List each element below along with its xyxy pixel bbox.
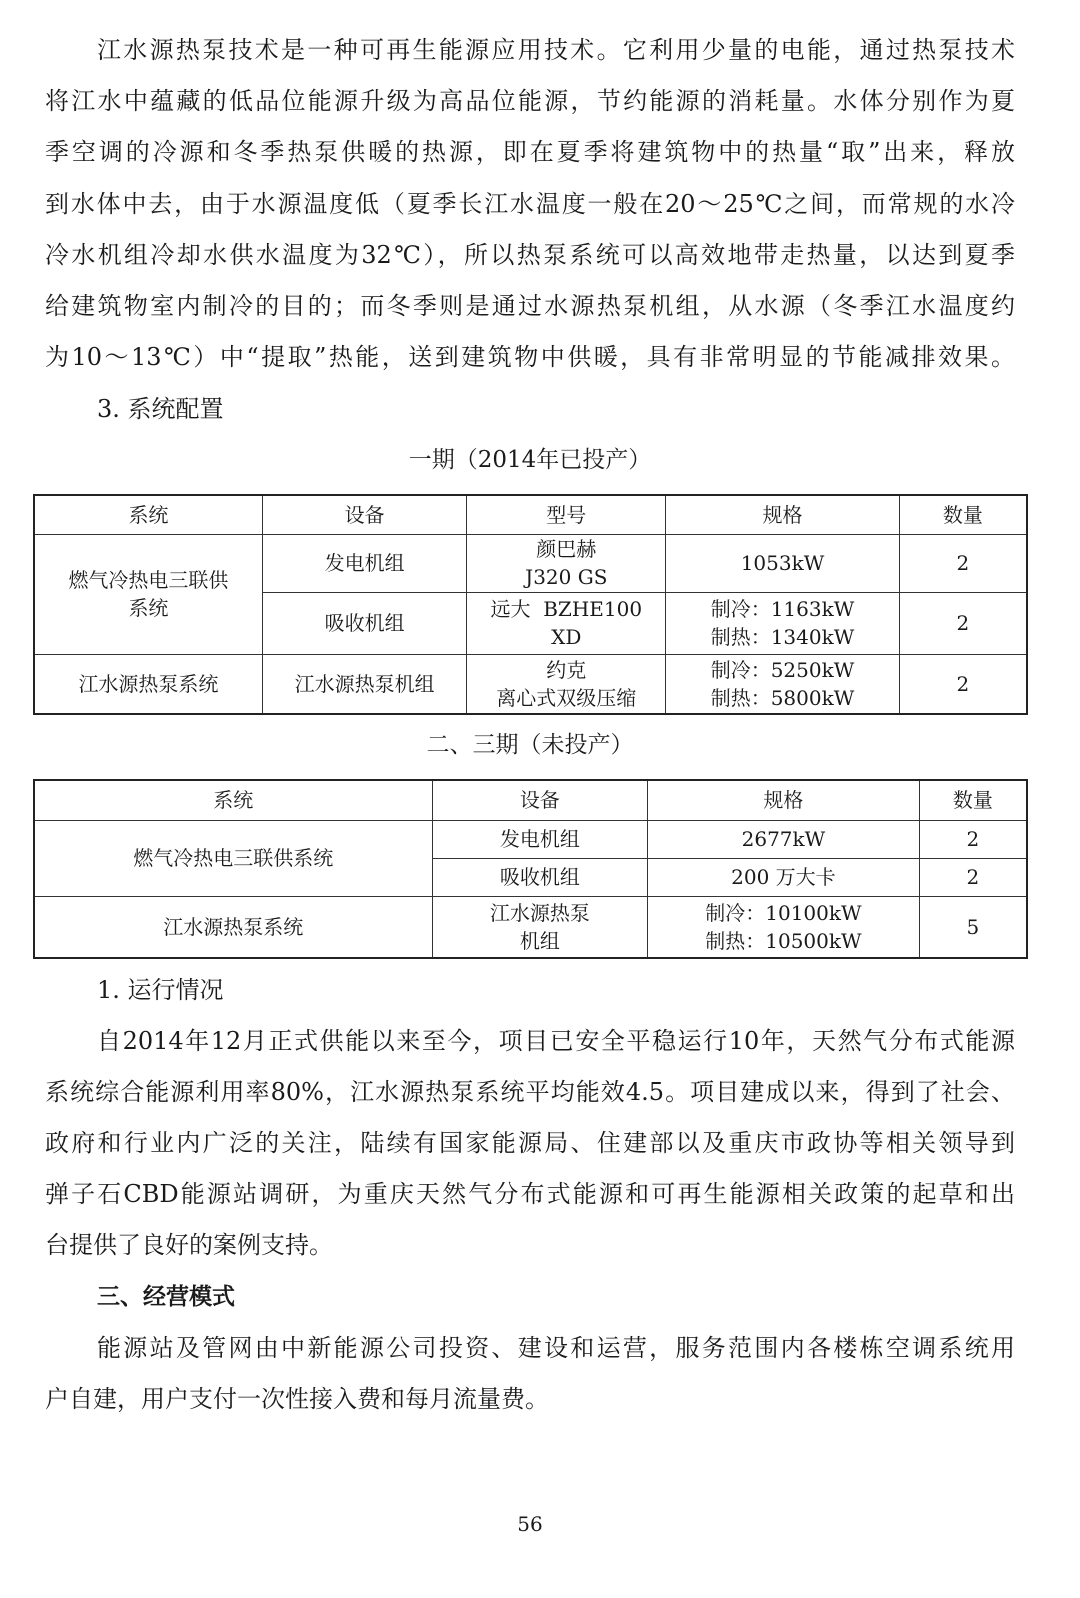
cell-equipment: 发电机组 [432, 820, 648, 858]
cell-line: 约克 [546, 657, 587, 682]
text-line: 为10～13℃）中“提取”热能，送到建筑物中供暖，具有非常明显的节能减排效果。 [45, 343, 1015, 371]
cell-model [467, 654, 666, 714]
header-quantity: 数量 [899, 495, 1027, 534]
cell-line: 制热：5800kW [710, 685, 855, 710]
table-phase1 [33, 494, 1028, 715]
cell-line: 燃气冷热电三联供 [68, 568, 229, 592]
section-heading-operation: 1. 运行情况 [97, 976, 224, 1004]
cell-line: 江水源热泵 [489, 900, 590, 925]
text-line: 江水源热泵技术是一种可再生能源应用技术。它利用少量的电能，通过热泵技术 [97, 36, 1015, 64]
cell-equipment [432, 896, 648, 958]
text-line: 能源站及管网由中新能源公司投资、建设和运营，服务范围内各楼栋空调系统用 [97, 1334, 1015, 1362]
cell-quantity: 5 [919, 896, 1027, 958]
cell-line: XD [551, 625, 582, 649]
cell-quantity: 2 [919, 820, 1027, 858]
cell-line: 制冷：1163kW [710, 597, 855, 621]
header-spec: 规格 [666, 495, 900, 534]
cell-spec: 1053kW [666, 534, 900, 592]
cell-spec [666, 592, 900, 654]
cell-equipment: 江水源热泵机组 [262, 654, 466, 714]
cell-line: 机组 [519, 928, 560, 953]
header-system: 系统 [34, 780, 432, 820]
cell-system: 江水源热泵系统 [34, 896, 432, 958]
table1-caption: 一期（2014年已投产） [408, 447, 652, 473]
header-spec: 规格 [648, 780, 920, 820]
text-line: 自2014年12月正式供能以来至今，项目已安全平稳运行10年，天然气分布式能源 [97, 1027, 1015, 1055]
page-number: 56 [517, 1512, 543, 1536]
cell-spec [648, 896, 920, 958]
cell-model [467, 592, 666, 654]
text-line: 弹子石CBD能源站调研，为重庆天然气分布式能源和可再生能源相关政策的起草和出 [45, 1180, 1015, 1208]
cell-line: J320 GS [525, 565, 608, 589]
cell-spec [666, 654, 900, 714]
cell-system: 江水源热泵系统 [34, 654, 262, 714]
cell-system [34, 534, 262, 654]
cell-spec: 2677kW [648, 820, 920, 858]
cell-quantity: 2 [899, 592, 1027, 654]
section-heading-business-model: 三、经营模式 [97, 1284, 235, 1310]
text-line: 季空调的冷源和冬季热泵供暖的热源，即在夏季将建筑物中的热量“取”出来，释放 [45, 138, 1015, 166]
text-line: 台提供了良好的案例支持。 [45, 1231, 333, 1259]
cell-spec: 200 万大卡 [648, 858, 920, 896]
cell-line: 系统 [128, 596, 169, 620]
header-equipment: 设备 [262, 495, 466, 534]
text-line: 户自建，用户支付一次性接入费和每月流量费。 [45, 1385, 549, 1413]
text-line: 政府和行业内广泛的关注，陆续有国家能源局、住建部以及重庆市政协等相关领导到 [45, 1129, 1015, 1157]
cell-line: 制冷：5250kW [710, 657, 855, 682]
header-model: 型号 [467, 495, 666, 534]
table-phase2-3 [33, 779, 1028, 959]
cell-quantity: 2 [919, 858, 1027, 896]
section-heading-config: 3. 系统配置 [97, 395, 224, 423]
text-line: 冷水机组冷却水供水温度为32℃），所以热泵系统可以高效地带走热量，以达到夏季 [45, 241, 1015, 269]
cell-system: 燃气冷热电三联供系统 [34, 820, 432, 896]
header-system: 系统 [34, 495, 262, 534]
cell-equipment: 吸收机组 [262, 592, 466, 654]
cell-line: 制热：10500kW [705, 928, 862, 953]
text-line: 到水体中去，由于水源温度低（夏季长江水温度一般在20～25℃之间，而常规的水冷 [45, 190, 1015, 218]
header-equipment: 设备 [432, 780, 648, 820]
cell-quantity: 2 [899, 534, 1027, 592]
cell-line: 制热：1340kW [710, 625, 855, 649]
cell-line: 制冷：10100kW [705, 900, 862, 925]
text-line: 系统综合能源利用率80%，江水源热泵系统平均能效4.5。项目建成以来，得到了社会、 [45, 1078, 1015, 1106]
text-line: 给建筑物室内制冷的目的；而冬季则是通过水源热泵机组，从水源（冬季江水温度约 [45, 292, 1015, 320]
cell-model [467, 534, 666, 592]
cell-line: 远大 BZHE100 [490, 597, 643, 621]
header-quantity: 数量 [919, 780, 1027, 820]
cell-line: 离心式双级压缩 [496, 685, 637, 710]
cell-equipment: 发电机组 [262, 534, 466, 592]
text-line: 将江水中蕴藏的低品位能源升级为高品位能源，节约能源的消耗量。水体分别作为夏 [45, 87, 1015, 115]
cell-quantity: 2 [899, 654, 1027, 714]
cell-line: 颜巴赫 [536, 537, 597, 561]
table2-caption: 二、三期（未投产） [426, 732, 634, 758]
cell-equipment: 吸收机组 [432, 858, 648, 896]
